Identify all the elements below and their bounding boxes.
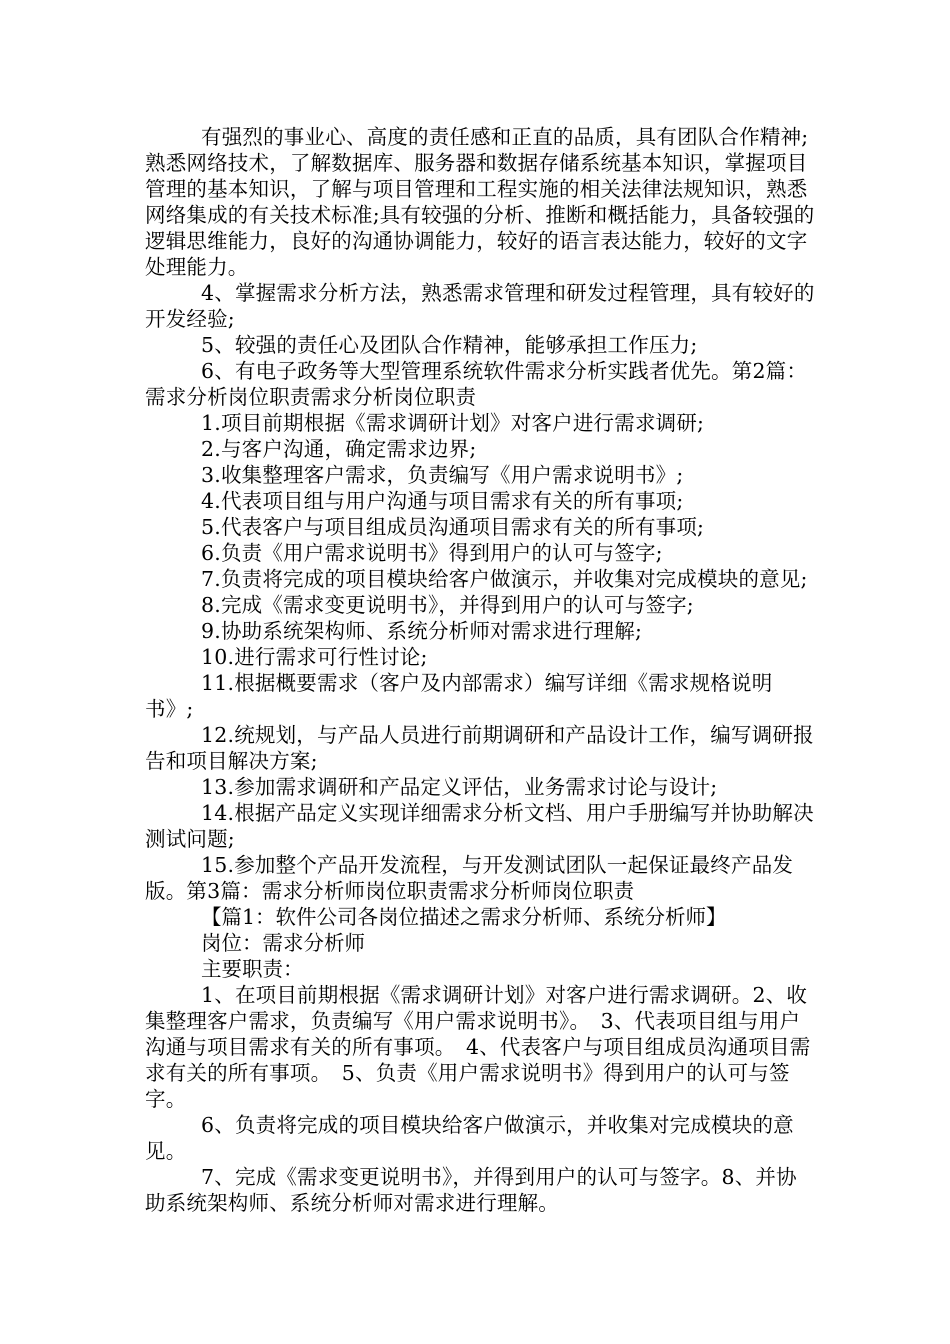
paragraph-intro: 有强烈的事业心、高度的责任感和正直的品质，具有团队合作精神;熟悉网络技术，了解数据库、服务器和数据存储系统基本知识，掌握项目管理的基本知识，了解与项目管理和工程实施的相关法律法规知识，熟悉网络集成的有关技术标准;具有较强的分析、推断和概括能力，具备较强的逻辑思维能力，良好的沟通协调能力，较好的语言表达能力，较好的文字处理能力。: [145, 125, 815, 279]
list-item: 14.根据产品定义实现详细需求分析文档、用户手册编写并协助解决测试问题;: [145, 801, 814, 851]
list-item: 3.收集整理客户需求，负责编写《用户需求说明书》;: [201, 463, 684, 487]
list-item: 5.代表客户与项目组成员沟通项目需求有关的所有事项;: [201, 515, 705, 539]
list-item: 8.完成《需求变更说明书》，并得到用户的认可与签字;: [201, 593, 694, 617]
list-item: 9.协助系统架构师、系统分析师对需求进行理解;: [201, 619, 643, 643]
document-page: [145, 124, 815, 1216]
paragraph-item-4: 4、掌握需求分析方法，熟悉需求管理和研发过程管理，具有较好的开发经验;: [145, 281, 815, 331]
list-item: 12.统规划，与产品人员进行前期调研和产品设计工作，编写调研报告和项目解决方案;: [145, 723, 814, 773]
list-item: 1.项目前期根据《需求调研计划》对客户进行需求调研;: [201, 411, 705, 435]
section-title: 【篇1：软件公司各岗位描述之需求分析师、系统分析师】: [201, 905, 727, 929]
list-item: 6.负责《用户需求说明书》得到用户的认可与签字;: [201, 541, 663, 565]
list-item: 13.参加需求调研和产品定义评估，业务需求讨论与设计;: [201, 775, 718, 799]
list-item: 7.负责将完成的项目模块给客户做演示，并收集对完成模块的意见;: [201, 567, 808, 591]
paragraph-item-6: 6、有电子政务等大型管理系统软件需求分析实践者优先。第2篇：需求分析岗位职责需求分析岗位职责: [145, 359, 808, 409]
list-item: 11.根据概要需求（客户及内部需求）编写详细《需求规格说明书》;: [145, 671, 773, 721]
list-item: 10.进行需求可行性讨论;: [201, 645, 428, 669]
list-item: 2.与客户沟通，确定需求边界;: [201, 437, 477, 461]
duties-paragraph: 7、完成《需求变更说明书》，并得到用户的认可与签字。8、并协助系统架构师、系统分析师对需求进行理解。: [145, 1165, 797, 1215]
list-item: 4.代表项目组与用户沟通与项目需求有关的所有事项;: [201, 489, 684, 513]
paragraph-item-5: 5、较强的责任心及团队合作精神，能够承担工作压力;: [201, 333, 698, 357]
position-line: 岗位：需求分析师: [201, 931, 365, 955]
list-item: 15.参加整个产品开发流程，与开发测试团队一起保证最终产品发版。第3篇：需求分析师岗位职责需求分析师岗位职责: [145, 853, 794, 903]
duties-paragraph: 1、在项目前期根据《需求调研计划》对客户进行需求调研。2、收集整理客户需求，负责编写《用户需求说明书》。 3、代表项目组与用户沟通与项目需求有关的所有事项。 4、代表客户与项目组成员沟通项目需求有关的所有事项。 5、负责《用户需求说明书》得到用户的认可与签字。: [145, 983, 811, 1111]
duties-paragraph: 6、负责将完成的项目模块给客户做演示，并收集对完成模块的意见。: [145, 1113, 794, 1163]
duties-label: 主要职责：: [201, 957, 304, 981]
